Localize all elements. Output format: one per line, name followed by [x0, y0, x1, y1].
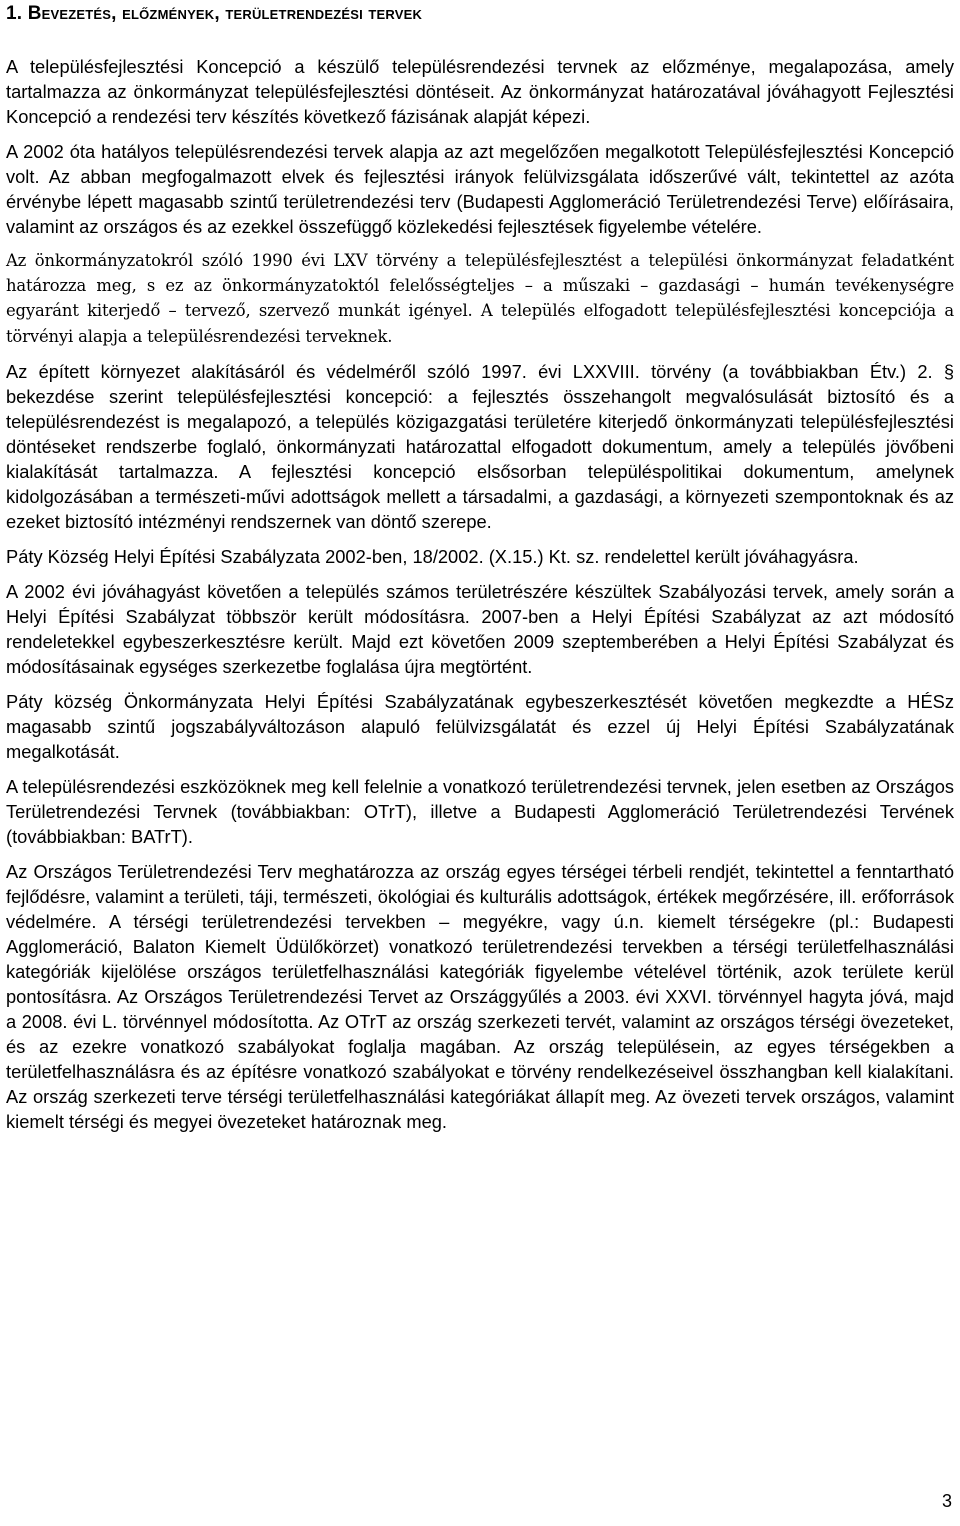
paragraph-otrt-details: Az Országos Területrendezési Terv meghatározza az ország egyes térségei térbeli rendjét, tekintettel a fenntartható fejlődésre, valamint a területi, táji, természeti, ökológiai és kulturális adottságok, értékek megőrzésére, ill. erőforrások védelmére. A térségi területrendezési tervekben – megyékre, vagy ú.n. kiemelt térségekre (pl.: Budapesti Agglomeráció, Balaton Kiemelt Üdülőkörzet) vonatkozó területrendezési tervekben a térségi területfelhasználási kategóriák kijelölése országos területfelhasználási kategóriák figyelembe vételével történik, azok területe kerül pontosításra. Az Országos Területrendezési Tervet az Országgyűlés a 2003. évi XXVI. törvénnyel hagyta jóvá, majd a 2008. évi L. törvénnyel módosította. Az OTrT az ország szerkezeti tervét, valamint az országos térségi övezeteket, és az ezekre vonatkozó szabályokat foglalja magában. Az ország településein, az egyes térségekben a területfelhasználásra és az építésre vonatkozó szabályokat e törvény rendelkezéseivel összhangban kell kialakítani. Az ország szerkezeti terve térségi területfelhasználási kategóriákat állapít meg. Az övezeti tervek országos, valamint kiemelt térségi és megyei övezeteket határoznak meg.	[6, 860, 954, 1132]
paragraph-regulation-history: A 2002 évi jóváhagyást követően a település számos területrészére készültek Szabályozási tervek, amely során a Helyi Építési Szabályzat többször került módosításra. 2007-ben a Helyi Építési Szabályzat az azt módosító rendeletekkel egybeszerkesztésre került. Majd ezt követően 2009 szeptemberében a Helyi Építési Szabályzat és módosításainak egységes szerkezetbe foglalása újra megtörtént.	[6, 580, 954, 677]
paragraph-otrt-batrt: A településrendezési eszközöknek meg kell felelnie a vonatkozó területrendezési tervnek, jelen esetben az Országos Területrendezési Tervnek (továbbiakban: OTrT), illetve a Budapesti Agglomeráció Területrendezési Tervének (továbbiakban: BATrT).	[6, 775, 954, 847]
paragraph-1990-law: Az önkormányzatokról szóló 1990 évi LXV törvény a településfejlesztést a települési önkormányzat feladatként határozza meg, s ez az önkormányzatoktól felelősségteljes – a műszaki – gazdasági – humán tevékenységre egyaránt kiterjedő – tervező, szervező munkát igényel. A település elfogadott településfejlesztési koncepciója a törvényi alapja a településrendezési terveknek.	[6, 251, 954, 346]
paragraph-hesz-review: Páty község Önkormányzata Helyi Építési Szabályzatának egybeszerkesztését követően megkezdte a HÉSz magasabb szintű jogszabályváltozáson alapuló felülvizsgálatát és ezzel új Helyi Építési Szabályzatának megalkotását.	[6, 690, 954, 762]
section-heading: 1. Bevezetés, előzmények, területrendezési tervek	[6, 3, 423, 24]
paragraph-hesz-2002: Páty Község Helyi Építési Szabályzata 2002-ben, 18/2002. (X.15.) Kt. sz. rendelettel került jóváhagyásra.	[6, 545, 859, 567]
paragraph-2002-plans: A 2002 óta hatályos településrendezési tervek alapja az azt megelőzően megalkotott Településfejlesztési Koncepció volt. Az abban megfogalmazott elvek és fejlesztési irányok felülvizsgálata időszerűvé vált, tekintettel az azóta érvénybe lépett magasabb szintű területrendezési terv (Budapesti Agglomeráció Területrendezési Terve) előírásaira, valamint az országos és az ezekkel összefüggő közlekedési fejlesztések figyelembe vételére.	[6, 141, 954, 237]
paragraph-concept-intro: A településfejlesztési Koncepció a készülő településrendezési tervnek az előzménye, megalapozása, amely tartalmazza az önkormányzat településfejlesztési döntéseit. Az önkormányzat határozatával jóváhagyott Fejlesztési Koncepció a rendezési terv készítés következő fázisának alapját képezi.	[6, 56, 954, 127]
page-number: 3	[941, 1491, 952, 1511]
document-page	[6, 0, 954, 1134]
paragraph-etv-definition: Az épített környezet alakításáról és védelméről szóló 1997. évi LXXVIII. törvény (a továbbiakban Étv.) 2. § bekezdése szerint településfejlesztési koncepció: a fejlesztés összehangolt megvalósulását biztosító és a településrendezést is megalapozó, a település közigazgatási területére kiterjedő önkormányzati településfejlesztési döntéseket rendszerbe foglaló, önkormányzati határozattal elfogadott dokumentum, amely a település jövőbeni kialakítását tartalmazza. A fejlesztési koncepció elsősorban településpolitikai dokumentum, amelynek kidolgozásában a természeti-művi adottságok mellett a társadalmi, a gazdasági, a környezeti szempontoknak és az ezeket biztosító intézményi rendszernek van döntő szerepe.	[6, 360, 954, 532]
